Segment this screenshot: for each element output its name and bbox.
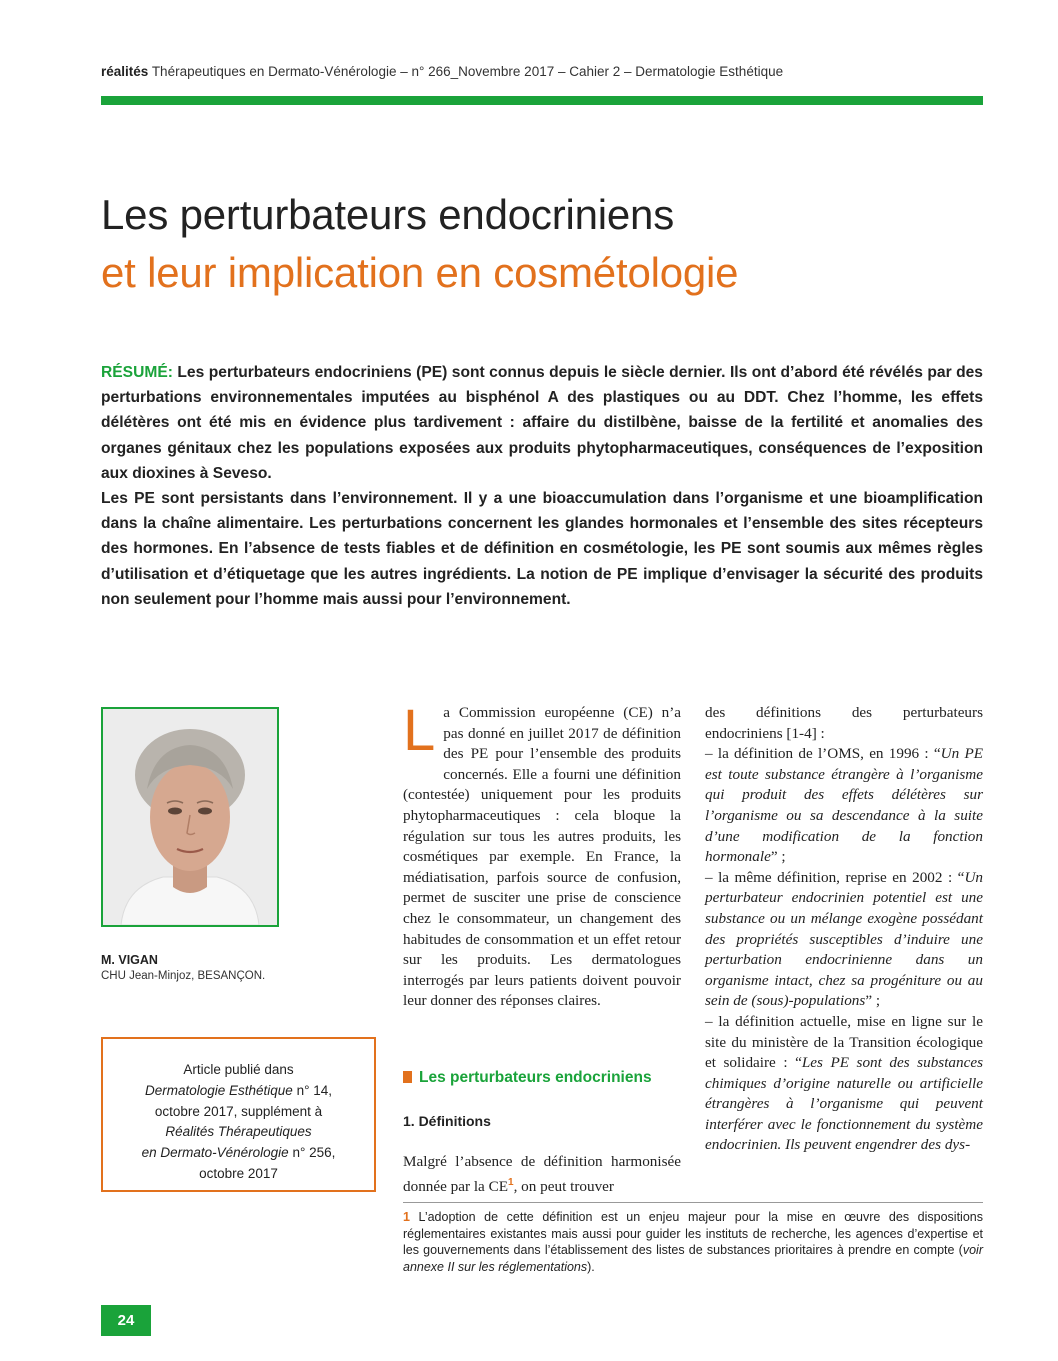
footnote-text-b: ). [587,1259,595,1274]
pub-journal-2b: en Dermato-Vénérologie [141,1145,289,1161]
author-name: M. VIGAN [101,953,158,967]
abstract-label: RÉSUMÉ: [101,364,173,381]
drop-cap: L [403,698,436,763]
pub-journal-1: Dermatologie Esthétique [144,1082,293,1098]
pub-issue-2: n° 256, [288,1145,336,1161]
body-column-3 [705,703,983,1156]
definitions-lead-text-end: , on peut trouver [513,1177,614,1195]
section-heading [403,1069,652,1087]
definitions-lead [403,1152,681,1197]
publication-note-box [101,1037,376,1192]
abstract [101,360,983,612]
definitions-lead-text: Malgré l’absence de définition harmonisée donnée par la CE [403,1153,681,1195]
definition-oms-end: ” ; [770,848,786,866]
running-header [101,64,783,79]
definition-current [705,1012,983,1156]
article-title-line2: et leur implication en cosmétologie [101,249,739,296]
body-column-2-intro [403,698,681,1012]
definition-current-lead: – la définition actuelle, mise en ligne sur le site du ministère de la Transition écologique et solidaire : “ [705,1012,983,1072]
author-photo [101,707,279,927]
definition-2002-lead: – la même définition, reprise en 2002 : “ [705,868,965,886]
page-number-box [101,1305,151,1336]
header-rule [101,96,983,105]
footnote-number: 1 [403,1210,410,1224]
section-heading-text: Les perturbateurs endocriniens [419,1069,652,1086]
author-portrait-image [103,709,277,925]
pub-line-2 [103,1081,374,1102]
definition-2002-end: ” ; [865,992,881,1010]
abstract-paragraph-2: Les PE sont persistants dans l’environnement. Il y a une bioaccumulation dans l’organisme et une bioamplification dans la chaîne alimentaire. Les perturbations concernent les glandes hormonales et l’ensemble des sites récepteurs des hormones. En l’absence de tests fiables et de définition en cosmétologie, les PE sont soumis aux mêmes règles d’utilisation et d’étiquetage que les autres ingrédients. La notion de PE implique d’envisager la sécurité des produits non seulement pour l’homme mais aussi pour l’environnement. [101,490,983,608]
footnote-rule [403,1202,983,1203]
abstract-paragraph-1 [101,360,983,486]
page-number: 24 [117,1312,135,1329]
footnote-text-italic: voir annexe II sur les réglementations [403,1243,983,1274]
section-marker-icon [403,1071,412,1083]
col3-intro: des définitions des perturbateurs endocriniens [1-4] : [705,704,983,742]
definition-oms-1996 [705,744,983,868]
pub-journal-2a: Réalités Thérapeutiques [165,1124,312,1140]
abstract-text-1: Les perturbateurs endocriniens (PE) sont connus depuis le siècle dernier. Ils ont d’abord été révélés par des perturbations environnementales imputées au bisphénol A des plastiques ou au DDT. Chez l’homme, les effets délétères ont été mis en évidence plus tardivement : affaire du distilbène, baisse de la fertilité et anomalies des organes génitaux chez les populations exposées aux produits phytopharmaceutiques, conséquences de l’exposition aux dioxines à Seveso. [101,364,983,482]
definition-current-quote: Les PE sont des substances chimiques d’origine naturelle ou artificielle étrangères à l’organisme qui peuvent interférer avec le fonctionnement du système endocrinien. Ils peuvent engendrer des dys- [705,1054,983,1154]
pub-line-3: octobre 2017, supplément à [154,1103,323,1119]
brand-name: réalités [101,64,149,79]
article-title-line1: Les perturbateurs endocriniens [101,191,675,238]
definition-oms-lead: – la définition de l’OMS, en 1996 : “ [705,745,941,763]
definition-2002-quote: Un perturbateur endocrinien potentiel est une substance ou un mélange exogène possédant des propriétés susceptibles d’induire une perturbation endocrinienne dans un organisme intact, chez sa progéniture ou au sein de (sous)-populations [705,868,983,1010]
subsection-heading: 1. Définitions [403,1113,491,1129]
footnote-text-a: L’adoption de cette définition est un enjeu majeur pour la mise en œuvre des dispositions réglementaires existantes mais aussi pour guider les instituts de recherche, les agences d’expertise et les gouvernements dans l’établissement des listes de substances prioritaires à prendre en compte ( [403,1210,983,1258]
pub-line-6: octobre 2017 [199,1165,278,1181]
journal-line: Thérapeutiques en Dermato-Vénérologie – n° 266_Novembre 2017 – Cahier 2 – Dermatologie Esthétique [151,64,784,79]
definition-2002 [705,868,983,1012]
pub-issue-1: n° 14, [292,1082,333,1098]
footnote-ref-1[interactable]: 1 [508,1176,514,1188]
intro-paragraph: a Commission européenne (CE) n’a pas donné en juillet 2017 de définition des PE pour l’ensemble des produits concernés. Elle a fourni une définition (contestée) uniquement pour les produits phytopharmaceutiques : cela bloque la régulation sur tous les autres produits, les cosmétiques par exemple. En France, la médiatisation, parfois source de confusion, permet de susciter une prise de conscience chez le consommateur, un changement des habitudes de consommation et un effet retour sur les produits. Les dermatologues interrogés par leurs patients doivent pouvoir leur donner des réponses claires. [403,704,681,1010]
footnote [403,1209,983,1275]
body-column-2-definitions [403,1152,681,1197]
pub-line-1: Article publié dans [183,1062,294,1077]
definition-oms-quote: Un PE est toute substance étrangère à l’organisme qui produit des effets délétères sur l’organisme ou sa descendance à la suite d’une modification de la fonction hormonale [705,745,983,866]
pub-line-5 [103,1143,374,1164]
author-affiliation: CHU Jean-Minjoz, BESANÇON. [101,970,266,982]
